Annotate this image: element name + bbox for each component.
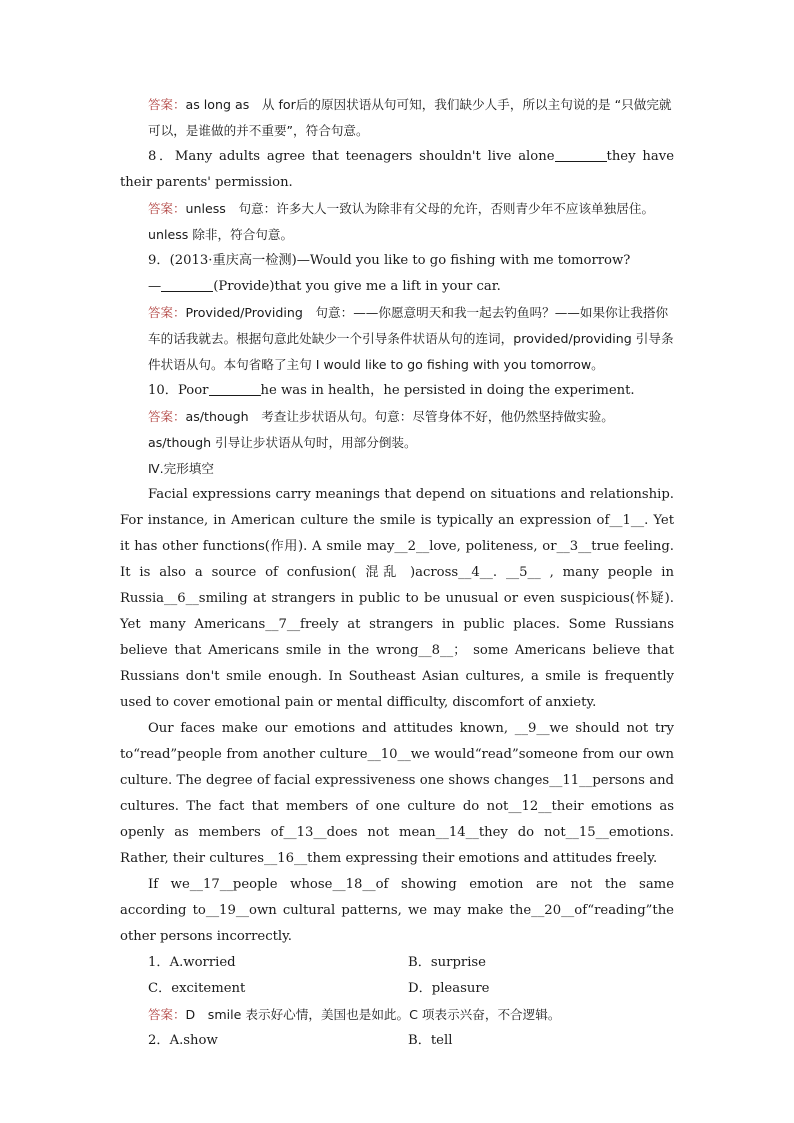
answer-label: 答案： xyxy=(148,201,186,216)
answer-text: as long as 从 for后的原因状语从句可知，我们缺少人手，所以主句说的是 “只做完就可以，是谁做的并不重要”，符合句意。 xyxy=(148,97,672,138)
passage-paragraph-2: Our faces make our emotions and attitudes known, __9__we should not try to“read”people from another culture__10__we would“read”someone from our own culture. The degree of facial expressiveness one shows changes__11__persons and cultures. The fact that members of one culture do not__12__their emotions as openly as members of__13__does not mean__14__they do not__15__emotions. Rather, their cultures__16__them expressing their emotions and attitudes freely. xyxy=(120,721,674,866)
option-row-1cd xyxy=(120,976,674,1002)
question-9 xyxy=(120,248,674,274)
option-b: B．surprise xyxy=(408,955,486,970)
passage-paragraph-3: If we__17__people whose__18__of showing emotion are not the same according to__19__own cultural patterns, we may make the__20__of“reading”the other persons incorrectly. xyxy=(120,877,674,944)
document-page xyxy=(120,92,674,1054)
answer-text: D smile 表示好心情，美国也是如此。C 项表示兴奋，不合逻辑。 xyxy=(185,1007,561,1022)
answer-label: 答案： xyxy=(148,305,186,320)
answer-text: as/though 考查让步状语从句。句意：尽管身体不好，他仍然坚持做实验。as/though 引导让步状语从句时，用部分倒装。 xyxy=(148,409,614,450)
answer-line-7 xyxy=(120,92,674,144)
answer-text: unless 句意：许多大人一致认为除非有父母的允许，否则青少年不应该单独居住。unless 除非，符合句意。 xyxy=(148,201,655,242)
answer-label: 答案： xyxy=(148,409,186,424)
answer-line-q1 xyxy=(120,1002,674,1028)
answer-label: 答案： xyxy=(148,97,186,112)
option-a: 1．A.worried xyxy=(148,955,236,970)
question-8 xyxy=(120,144,674,196)
question-text-cont: he was in health，he persisted in doing the experiment. xyxy=(260,383,635,398)
question-text: 8．Many adults agree that teenagers shouldn't live alone xyxy=(148,149,555,164)
answer-line-8 xyxy=(120,196,674,248)
option-b: B．tell xyxy=(408,1033,453,1048)
option-a: 2．A.show xyxy=(148,1033,218,1048)
passage-paragraph-1: Facial expressions carry meanings that depend on situations and relationship. For instance, in American culture the smile is typically an expression of__1__. Yet it has other functions(作用). A smile may__2__love, politeness, or__3__true feeling. It is also a source of confusion( 混乱 )across__4__. __5__ , many people in Russia__6__smiling at strangers in public to be unusual or even suspicious(怀疑). Yet many Americans__7__freely at strangers in public places. Some Russians believe that Americans smile in the wrong__8__； some Americans believe that Russians don't smile enough. In Southeast Asian cultures, a smile is frequently used to cover emotional pain or mental difficulty, discomfort of anxiety. xyxy=(120,487,674,710)
question-10 xyxy=(120,378,674,404)
option-d: D．pleasure xyxy=(408,981,490,996)
answer-line-9 xyxy=(120,300,674,378)
fill-blank xyxy=(209,381,261,396)
option-row-2ab xyxy=(120,1028,674,1054)
section-title: Ⅳ.完形填空 xyxy=(148,461,215,476)
answer-text: Provided/Providing 句意：——你愿意明天和我一起去钓鱼吗？——如果你让我搭你车的话我就去。根据句意此处缺少一个引导条件状语从句的连词，provided/providing 引导条件状语从句。本句省略了主句 I would like to go fishing with you tomorrow。 xyxy=(148,305,674,372)
question-text: — xyxy=(148,279,162,294)
question-text-cont: they have their parents' permission. xyxy=(120,149,674,190)
question-9-reply xyxy=(120,274,674,300)
option-c: C．excitement xyxy=(148,981,246,996)
question-text: 9．(2013·重庆高一检测)—Would you like to go fishing with me tomorrow? xyxy=(148,253,631,268)
answer-label: 答案： xyxy=(148,1007,186,1022)
fill-blank xyxy=(161,277,213,292)
option-row-1ab xyxy=(120,950,674,976)
fill-blank xyxy=(555,147,607,162)
answer-line-10 xyxy=(120,404,674,456)
question-text: 10．Poor xyxy=(148,383,209,398)
question-text-cont: (Provide)that you give me a lift in your car. xyxy=(213,279,501,294)
